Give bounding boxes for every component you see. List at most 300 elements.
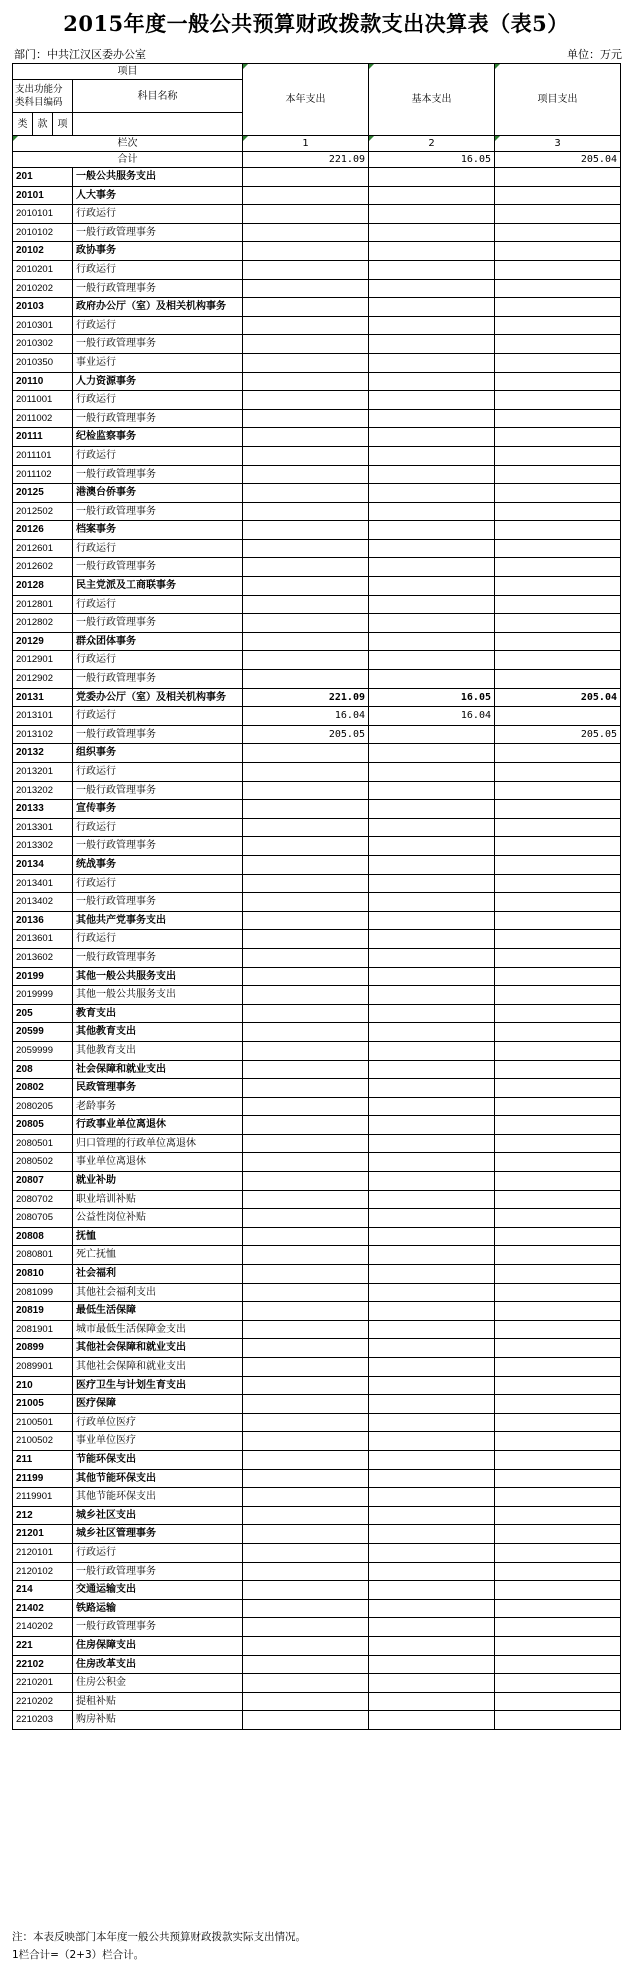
row-value — [495, 186, 621, 205]
row-value — [243, 353, 369, 372]
row-value — [495, 316, 621, 335]
row-name: 行政运行 — [73, 707, 243, 726]
row-value — [243, 1692, 369, 1711]
table-row — [13, 539, 621, 558]
row-name: 公益性岗位补贴 — [73, 1209, 243, 1228]
row-name: 医疗卫生与计划生育支出 — [73, 1376, 243, 1395]
row-value — [243, 967, 369, 986]
row-code: 21402 — [13, 1599, 73, 1618]
row-value: 205.04 — [495, 688, 621, 707]
row-code: 2210201 — [13, 1674, 73, 1693]
row-code: 20129 — [13, 632, 73, 651]
table-row — [13, 428, 621, 447]
row-value — [495, 911, 621, 930]
row-value — [495, 1450, 621, 1469]
table-row — [13, 1376, 621, 1395]
row-value — [369, 1618, 495, 1637]
row-value — [495, 1488, 621, 1507]
row-code: 2010101 — [13, 205, 73, 224]
row-value — [369, 1320, 495, 1339]
table-row — [13, 1432, 621, 1451]
row-name: 党委办公厅（室）及相关机构事务 — [73, 688, 243, 707]
row-value — [369, 1450, 495, 1469]
row-code: 20131 — [13, 688, 73, 707]
header-n3: 3 — [495, 136, 621, 152]
row-code: 2080705 — [13, 1209, 73, 1228]
row-name: 就业补助 — [73, 1172, 243, 1191]
row-value — [243, 1655, 369, 1674]
row-code: 2010302 — [13, 335, 73, 354]
notes — [12, 1928, 306, 1964]
row-value: 16.04 — [369, 707, 495, 726]
row-value — [369, 1079, 495, 1098]
row-value — [369, 1116, 495, 1135]
row-name: 城乡社区管理事务 — [73, 1525, 243, 1544]
row-code: 2080502 — [13, 1153, 73, 1172]
row-value — [495, 298, 621, 317]
row-name: 行政运行 — [73, 818, 243, 837]
header-row-4 — [13, 136, 621, 152]
row-code: 20103 — [13, 298, 73, 317]
header-n2: 2 — [369, 136, 495, 152]
row-value — [495, 1432, 621, 1451]
row-name: 行政运行 — [73, 930, 243, 949]
row-value — [495, 855, 621, 874]
header-blank — [73, 113, 243, 136]
row-code: 2120101 — [13, 1543, 73, 1562]
row-code: 2012801 — [13, 595, 73, 614]
table-row — [13, 335, 621, 354]
row-value — [495, 781, 621, 800]
row-value — [243, 1283, 369, 1302]
row-value — [243, 223, 369, 242]
row-value — [495, 614, 621, 633]
row-code: 20810 — [13, 1265, 73, 1284]
header-n1: 1 — [243, 136, 369, 152]
row-value — [369, 1674, 495, 1693]
row-name: 一般行政管理事务 — [73, 409, 243, 428]
row-value — [243, 670, 369, 689]
row-value — [369, 1227, 495, 1246]
table-row — [13, 1358, 621, 1377]
table-row — [13, 484, 621, 503]
row-name: 民主党派及工商联事务 — [73, 577, 243, 596]
table-row — [13, 632, 621, 651]
row-value — [243, 818, 369, 837]
row-value — [369, 1041, 495, 1060]
row-value — [369, 205, 495, 224]
row-value — [243, 930, 369, 949]
row-name: 死亡抚恤 — [73, 1246, 243, 1265]
row-value — [369, 1432, 495, 1451]
row-code: 2210203 — [13, 1711, 73, 1730]
row-name: 港澳台侨事务 — [73, 484, 243, 503]
row-value — [369, 855, 495, 874]
row-code: 2013402 — [13, 893, 73, 912]
table-row — [13, 744, 621, 763]
row-value — [243, 502, 369, 521]
table-row — [13, 298, 621, 317]
row-value — [495, 1469, 621, 1488]
row-code: 20808 — [13, 1227, 73, 1246]
row-name: 节能环保支出 — [73, 1450, 243, 1469]
row-code: 2140202 — [13, 1618, 73, 1637]
row-name: 民政管理事务 — [73, 1079, 243, 1098]
table-row — [13, 1172, 621, 1191]
table-row — [13, 1599, 621, 1618]
row-code: 2089901 — [13, 1358, 73, 1377]
row-name: 社会福利 — [73, 1265, 243, 1284]
note-line-1: 注：本表反映部门本年度一般公共预算财政拨款实际支出情况。 — [12, 1931, 306, 1943]
row-name: 其他社会福利支出 — [73, 1283, 243, 1302]
row-value: 221.09 — [243, 688, 369, 707]
row-value — [369, 1190, 495, 1209]
row-value — [495, 800, 621, 819]
row-value — [243, 1506, 369, 1525]
row-name: 一般行政管理事务 — [73, 893, 243, 912]
table-row — [13, 818, 621, 837]
row-name: 行政运行 — [73, 595, 243, 614]
row-code: 21005 — [13, 1395, 73, 1414]
header-lanci: 栏次 — [13, 136, 243, 152]
row-value — [243, 1488, 369, 1507]
row-name: 其他教育支出 — [73, 1041, 243, 1060]
table-row — [13, 409, 621, 428]
table-row — [13, 651, 621, 670]
row-value — [495, 1060, 621, 1079]
department-label: 部门：中共江汉区委办公室 — [14, 48, 146, 61]
row-code: 214 — [13, 1581, 73, 1600]
row-value — [495, 1190, 621, 1209]
row-code: 2013202 — [13, 781, 73, 800]
row-name: 城市最低生活保障金支出 — [73, 1320, 243, 1339]
row-name: 社会保障和就业支出 — [73, 1060, 243, 1079]
row-code: 2010301 — [13, 316, 73, 335]
header-row-1 — [13, 64, 621, 80]
table-row — [13, 1079, 621, 1098]
row-value — [243, 1004, 369, 1023]
row-value — [243, 1339, 369, 1358]
row-code: 20807 — [13, 1172, 73, 1191]
row-code: 2013602 — [13, 948, 73, 967]
row-name: 一般行政管理事务 — [73, 502, 243, 521]
table-row — [13, 186, 621, 205]
row-name: 行政事业单位离退休 — [73, 1116, 243, 1135]
row-value — [369, 1599, 495, 1618]
row-value — [243, 595, 369, 614]
row-value — [243, 1041, 369, 1060]
row-code: 20126 — [13, 521, 73, 540]
table-row — [13, 763, 621, 782]
row-value — [369, 521, 495, 540]
row-value — [369, 1562, 495, 1581]
row-value — [369, 223, 495, 242]
row-code: 2010202 — [13, 279, 73, 298]
row-name: 行政运行 — [73, 651, 243, 670]
row-value — [495, 1599, 621, 1618]
row-value — [495, 1172, 621, 1191]
row-value — [369, 409, 495, 428]
row-name: 其他社会保障和就业支出 — [73, 1358, 243, 1377]
table-row — [13, 1153, 621, 1172]
row-value — [243, 484, 369, 503]
row-value — [369, 260, 495, 279]
row-value — [369, 186, 495, 205]
row-value — [495, 1265, 621, 1284]
row-code: 2012602 — [13, 558, 73, 577]
row-value — [369, 632, 495, 651]
row-name: 一般行政管理事务 — [73, 837, 243, 856]
row-code: 22102 — [13, 1655, 73, 1674]
row-value — [243, 781, 369, 800]
table-row — [13, 874, 621, 893]
row-code: 2011102 — [13, 465, 73, 484]
row-value — [369, 670, 495, 689]
table-row — [13, 1506, 621, 1525]
row-code: 21201 — [13, 1525, 73, 1544]
row-value — [369, 279, 495, 298]
row-value — [243, 744, 369, 763]
row-value — [369, 874, 495, 893]
row-name: 事业运行 — [73, 353, 243, 372]
row-value — [243, 1023, 369, 1042]
row-value — [369, 763, 495, 782]
table-row — [13, 1581, 621, 1600]
row-code: 2019999 — [13, 986, 73, 1005]
row-value — [495, 1004, 621, 1023]
row-value — [243, 409, 369, 428]
row-value — [495, 168, 621, 187]
table-row — [13, 855, 621, 874]
row-code: 2013301 — [13, 818, 73, 837]
row-code: 20199 — [13, 967, 73, 986]
row-value — [369, 930, 495, 949]
row-value — [495, 242, 621, 261]
row-name: 行政单位医疗 — [73, 1413, 243, 1432]
row-value — [495, 1506, 621, 1525]
row-value — [495, 893, 621, 912]
row-value — [495, 1209, 621, 1228]
table-row — [13, 1469, 621, 1488]
row-value — [243, 1525, 369, 1544]
row-value — [243, 800, 369, 819]
row-value — [243, 1097, 369, 1116]
row-value — [495, 428, 621, 447]
row-value — [495, 1655, 621, 1674]
row-name: 一般行政管理事务 — [73, 725, 243, 744]
row-code: 20899 — [13, 1339, 73, 1358]
row-value — [495, 1692, 621, 1711]
table-row — [13, 1450, 621, 1469]
row-value — [369, 1488, 495, 1507]
table-row — [13, 1302, 621, 1321]
row-value — [495, 1339, 621, 1358]
row-value — [243, 651, 369, 670]
row-value — [243, 1153, 369, 1172]
row-value — [495, 1525, 621, 1544]
row-code: 20125 — [13, 484, 73, 503]
row-value — [243, 1227, 369, 1246]
row-value — [495, 465, 621, 484]
row-code: 2010350 — [13, 353, 73, 372]
row-value — [369, 539, 495, 558]
row-value — [243, 893, 369, 912]
row-value — [369, 893, 495, 912]
table-row — [13, 391, 621, 410]
row-value — [495, 409, 621, 428]
row-value — [243, 372, 369, 391]
row-value — [495, 502, 621, 521]
table-row — [13, 725, 621, 744]
row-code: 210 — [13, 1376, 73, 1395]
row-code: 20134 — [13, 855, 73, 874]
row-code: 2013102 — [13, 725, 73, 744]
row-value — [243, 1060, 369, 1079]
row-value — [369, 744, 495, 763]
row-value — [369, 1692, 495, 1711]
row-code: 2012502 — [13, 502, 73, 521]
row-name: 其他一般公共服务支出 — [73, 967, 243, 986]
row-value — [369, 1172, 495, 1191]
table-row — [13, 1060, 621, 1079]
row-value — [243, 205, 369, 224]
row-code: 2012902 — [13, 670, 73, 689]
row-value — [369, 446, 495, 465]
row-value — [243, 335, 369, 354]
row-value — [243, 1395, 369, 1414]
row-value — [369, 1246, 495, 1265]
row-value: 16.04 — [243, 707, 369, 726]
table-row — [13, 1692, 621, 1711]
table-row — [13, 205, 621, 224]
row-value — [495, 1097, 621, 1116]
table-row — [13, 800, 621, 819]
row-value — [243, 837, 369, 856]
header-func-code: 支出功能分类科目编码 — [13, 80, 73, 113]
table-row — [13, 353, 621, 372]
row-value — [495, 1636, 621, 1655]
row-value — [495, 1302, 621, 1321]
row-value — [495, 1711, 621, 1730]
table-row — [13, 967, 621, 986]
row-value — [495, 391, 621, 410]
table-row — [13, 1525, 621, 1544]
table-row — [13, 1543, 621, 1562]
row-code: 212 — [13, 1506, 73, 1525]
row-code: 20133 — [13, 800, 73, 819]
row-value — [243, 1320, 369, 1339]
row-code: 20136 — [13, 911, 73, 930]
table-row — [13, 893, 621, 912]
page-title: 2015年度一般公共预算财政拨款支出决算表（表5） — [63, 11, 569, 36]
row-value: 205.05 — [495, 725, 621, 744]
table-row — [13, 502, 621, 521]
row-name: 最低生活保障 — [73, 1302, 243, 1321]
table-row — [13, 1320, 621, 1339]
table-row — [13, 1209, 621, 1228]
row-name: 归口管理的行政单位离退休 — [73, 1134, 243, 1153]
row-code: 20805 — [13, 1116, 73, 1135]
row-value — [369, 1636, 495, 1655]
row-value — [369, 1060, 495, 1079]
header-lei: 类 — [13, 113, 33, 136]
row-value — [369, 558, 495, 577]
row-name: 教育支出 — [73, 1004, 243, 1023]
row-code: 2081099 — [13, 1283, 73, 1302]
row-value — [243, 1674, 369, 1693]
row-value — [495, 651, 621, 670]
table-row — [13, 316, 621, 335]
table-row — [13, 688, 621, 707]
row-value — [495, 335, 621, 354]
table-row — [13, 1395, 621, 1414]
table-row — [13, 521, 621, 540]
row-value — [243, 1190, 369, 1209]
row-value — [495, 539, 621, 558]
row-value — [369, 837, 495, 856]
row-code: 2080501 — [13, 1134, 73, 1153]
row-value — [495, 1320, 621, 1339]
row-value — [369, 391, 495, 410]
row-value — [495, 874, 621, 893]
row-name: 住房改革支出 — [73, 1655, 243, 1674]
row-code: 20802 — [13, 1079, 73, 1098]
table-row — [13, 911, 621, 930]
row-value — [369, 595, 495, 614]
row-name: 提租补贴 — [73, 1692, 243, 1711]
row-code: 21199 — [13, 1469, 73, 1488]
row-name: 行政运行 — [73, 539, 243, 558]
total-value: 221.09 — [243, 152, 369, 168]
row-value — [243, 465, 369, 484]
row-name: 其他节能环保支出 — [73, 1469, 243, 1488]
row-value — [243, 1116, 369, 1135]
row-value — [369, 1711, 495, 1730]
row-value — [369, 316, 495, 335]
row-value — [495, 446, 621, 465]
row-value — [369, 1581, 495, 1600]
row-value — [495, 353, 621, 372]
header-col-total: 本年支出 — [243, 64, 369, 136]
row-name: 住房保障支出 — [73, 1636, 243, 1655]
table-row — [13, 1246, 621, 1265]
row-value — [369, 725, 495, 744]
table-row — [13, 1655, 621, 1674]
row-value: 16.05 — [369, 688, 495, 707]
table-row — [13, 1636, 621, 1655]
row-name: 其他教育支出 — [73, 1023, 243, 1042]
row-value — [369, 1265, 495, 1284]
table-row — [13, 948, 621, 967]
row-value — [495, 260, 621, 279]
row-value — [369, 577, 495, 596]
row-code: 20102 — [13, 242, 73, 261]
row-value — [369, 372, 495, 391]
row-value — [495, 577, 621, 596]
row-value — [243, 242, 369, 261]
row-value — [495, 1395, 621, 1414]
row-value — [495, 372, 621, 391]
table-row — [13, 1227, 621, 1246]
row-name: 住房公积金 — [73, 1674, 243, 1693]
row-value — [495, 1543, 621, 1562]
row-name: 一般行政管理事务 — [73, 1618, 243, 1637]
row-value — [495, 986, 621, 1005]
row-value — [243, 1432, 369, 1451]
row-code: 20132 — [13, 744, 73, 763]
row-value — [495, 930, 621, 949]
table-row — [13, 707, 621, 726]
